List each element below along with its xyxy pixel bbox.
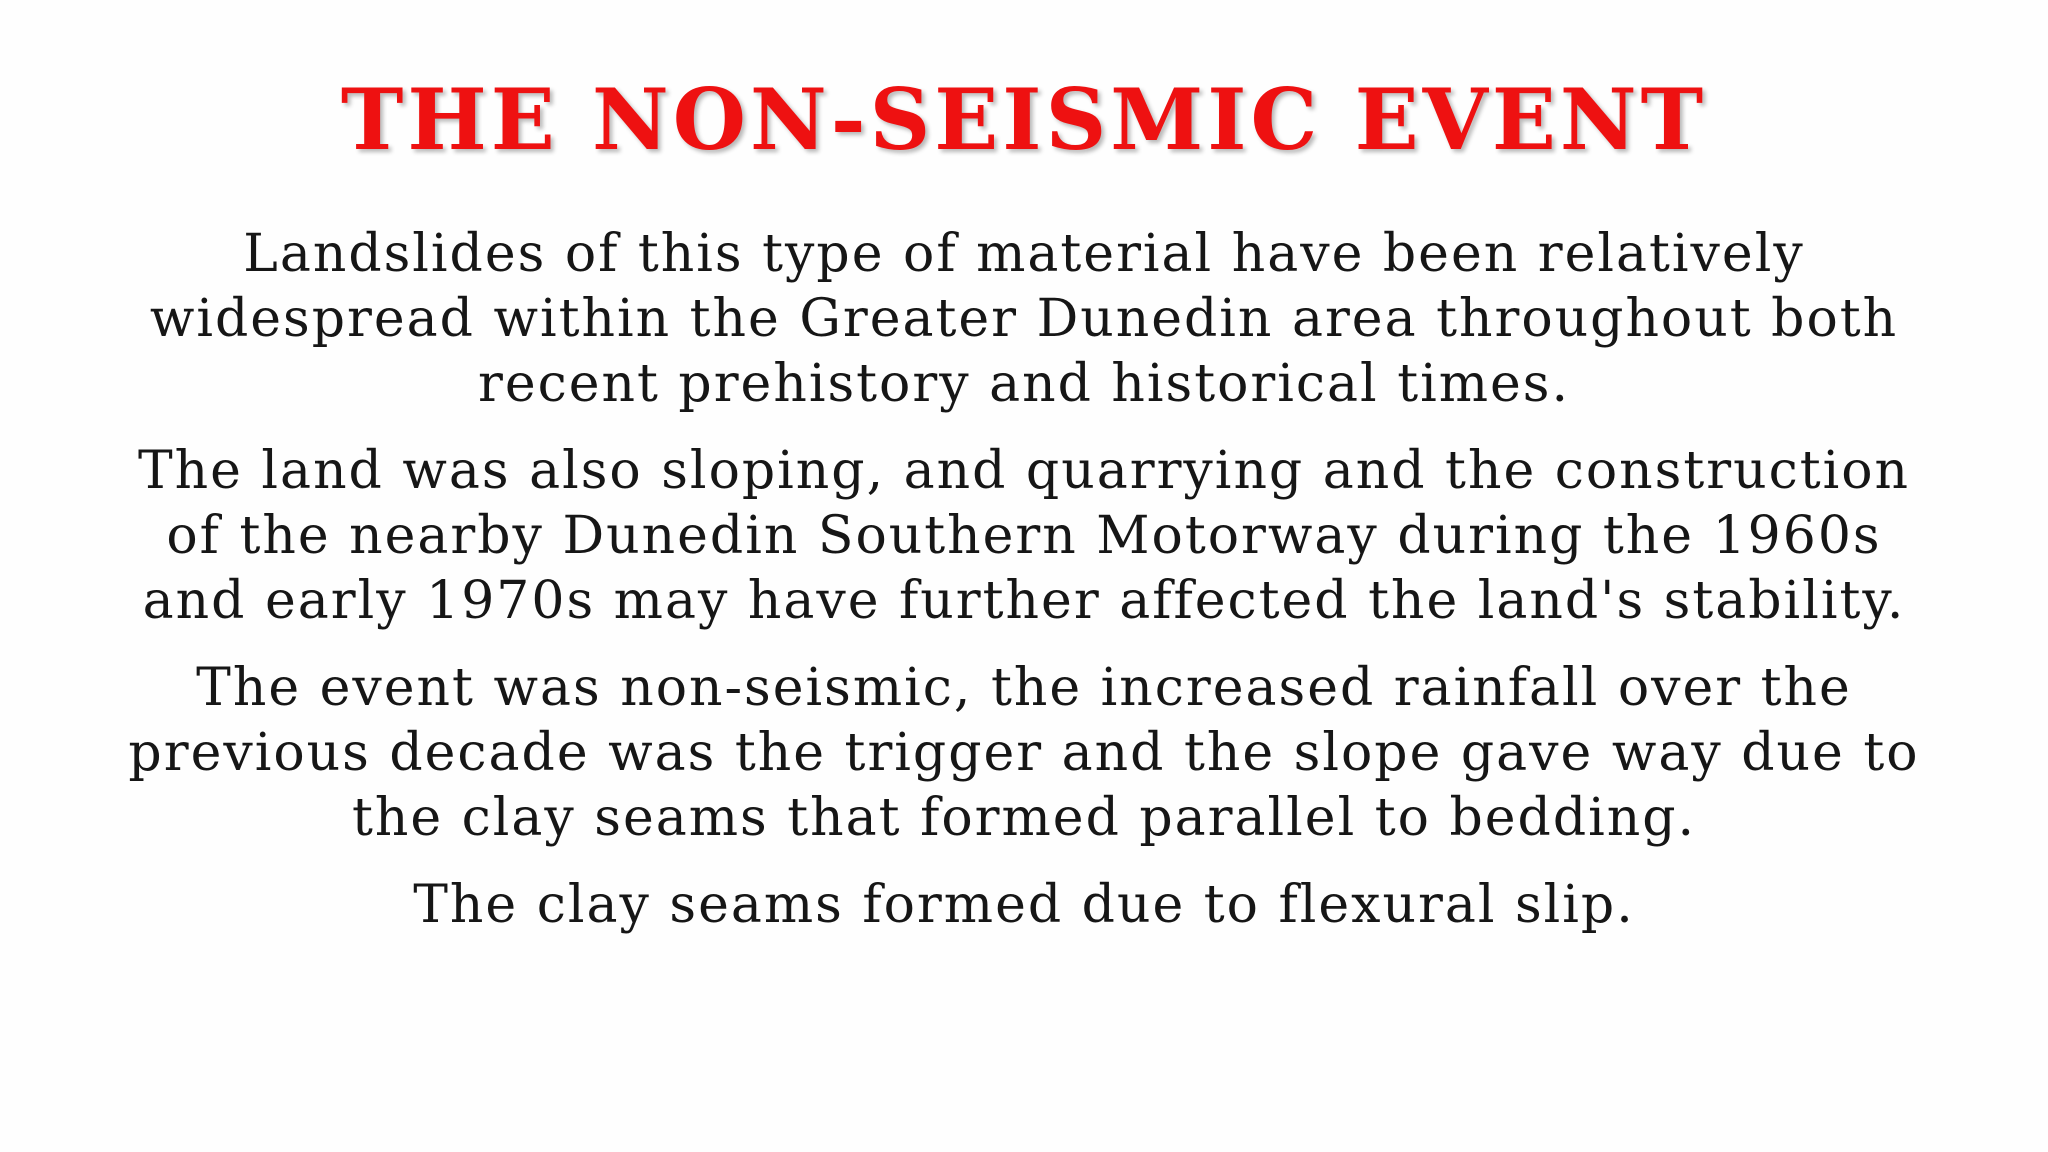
slide-body bbox=[60, 222, 1988, 960]
paragraph-line: Landslides of this type of material have been relatively bbox=[243, 224, 1805, 284]
paragraph-line: The event was non-seismic, the increased rainfall over the bbox=[196, 658, 1852, 718]
paragraph-line: previous decade was the trigger and the slope gave way due to bbox=[128, 723, 1920, 783]
paragraph-line: the clay seams that formed parallel to bedding. bbox=[351, 788, 1697, 848]
paragraph-line: recent prehistory and historical times. bbox=[477, 354, 1571, 414]
paragraph-land-sloping bbox=[60, 439, 1988, 634]
paragraph-clay-seams bbox=[60, 873, 1988, 938]
paragraph-non-seismic bbox=[60, 656, 1988, 851]
paragraph-line: The clay seams formed due to flexural slip. bbox=[413, 875, 1635, 935]
paragraph-line: The land was also sloping, and quarrying and the construction bbox=[137, 441, 1911, 501]
paragraph-line: of the nearby Dunedin Southern Motorway during the 1960s bbox=[166, 506, 1882, 566]
paragraph-line: widespread within the Greater Dunedin area throughout both bbox=[149, 289, 1899, 349]
slide-title: THE NON-SEISMIC EVENT bbox=[340, 70, 1708, 169]
paragraph-line: and early 1970s may have further affected the land's stability. bbox=[142, 571, 1906, 631]
paragraph-landslides bbox=[60, 222, 1988, 417]
